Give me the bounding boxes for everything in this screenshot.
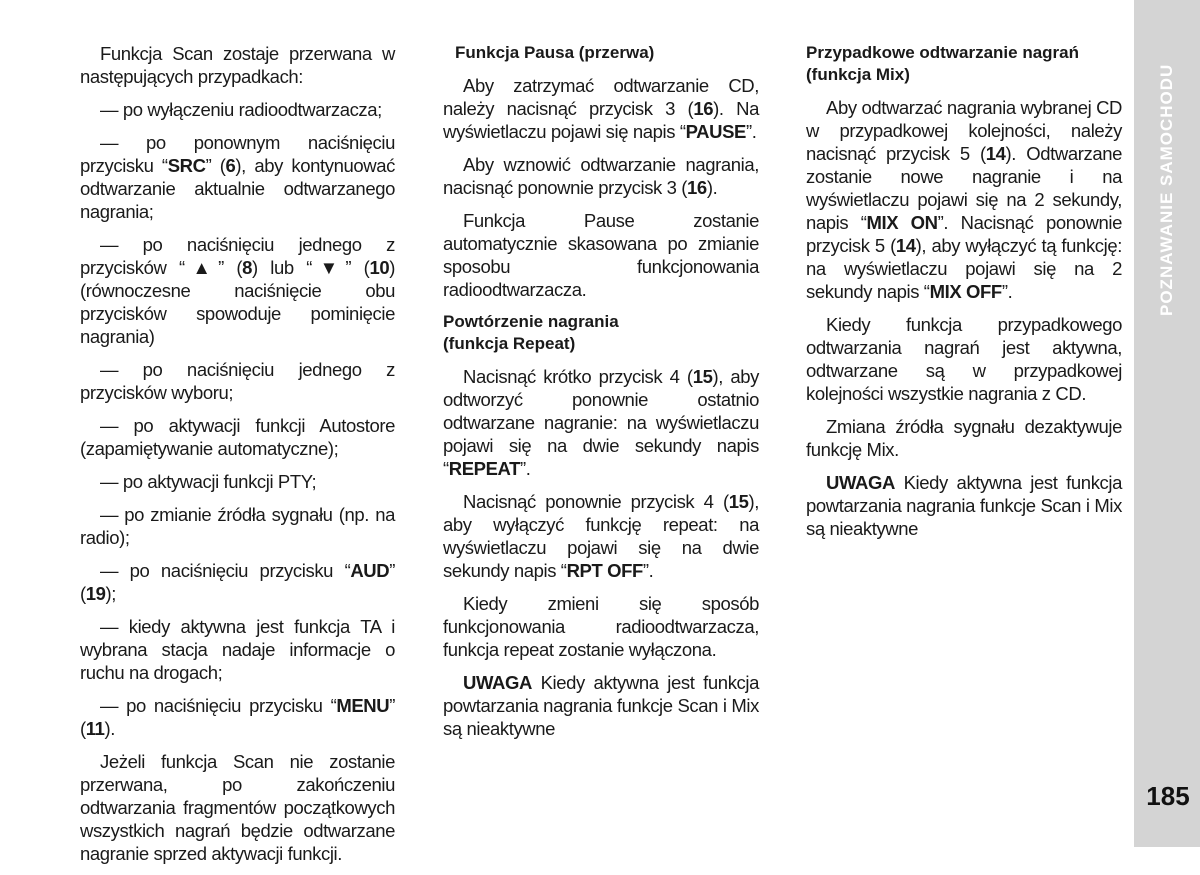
paragraph: Jeżeli funkcja Scan nie zostanie przerwana, po zakończeniu odtwarzania fragmentów początkowych wszystkich nagrań będzie odtwarzane nagranie sprzed aktywacji funkcji. [80, 751, 395, 864]
paragraph: Nacisnąć ponownie przycisk 4 (15), aby wyłączyć funkcję repeat: na wyświetlaczu pojawi się na dwie sekundy napis “RPT OFF”. [443, 491, 759, 581]
column-right [806, 42, 1122, 550]
section-heading: Przypadkowe odtwarzanie nagrań (funkcja Mix) [806, 43, 1080, 84]
list-item: — po aktywacji funkcji PTY; [100, 471, 317, 492]
list-item: — po naciśnięciu jednego z przycisków “▲” (8) lub “▼” (10) (równoczesne naciśnięcie obu przycisków spowoduje pominięcie nagrania) [80, 234, 395, 347]
warning-note: UWAGA Kiedy aktywna jest funkcja powtarzania nagrania funkcje Scan i Mix są nieaktywne [806, 472, 1122, 539]
paragraph: Aby wznowić odtwarzanie nagrania, nacisnąć ponownie przycisk 3 (16). [443, 154, 759, 198]
list-item: — po wyłączeniu radioodtwarzacza; [100, 99, 382, 120]
list-item: — po aktywacji funkcji Autostore (zapamiętywanie automatyczne); [80, 415, 395, 459]
paragraph: Kiedy funkcja przypadkowego odtwarzania nagrań jest aktywna, odtwarzane są w przypadkowej kolejności wszystkie nagrania z CD. [806, 314, 1122, 404]
paragraph: Funkcja Scan zostaje przerwana w następujących przypadkach: [80, 43, 395, 87]
warning-label: UWAGA [826, 472, 895, 493]
section-heading: Funkcja Pausa (przerwa) [455, 43, 655, 62]
warning-label: UWAGA [463, 672, 532, 693]
paragraph: Zmiana źródła sygnału dezaktywuje funkcję Mix. [806, 416, 1122, 460]
list-item: — po naciśnięciu jednego z przycisków wyboru; [80, 359, 395, 403]
paragraph: Aby odtwarzać nagrania wybranej CD w przypadkowej kolejności, należy nacisnąć przycisk 5 (14). Odtwarzane zostanie nowe nagranie i na wyświetlaczu pojawi się na 2 sekundy, napis “MIX ON”. Nacisnąć ponownie przycisk 5 (14), aby wyłączyć tą funkcję: na wyświetlaczu pojawi się na 2 sekundy napis “MIX OFF”. [806, 97, 1122, 302]
section-heading: Powtórzenie nagrania (funkcja Repeat) [443, 312, 619, 353]
paragraph: Nacisnąć krótko przycisk 4 (15), aby odtworzyć ponownie ostatnio odtwarzane nagranie: na wyświetlaczu pojawi się na dwie sekundy napis “REPEAT”. [443, 366, 759, 479]
column-left [80, 42, 395, 875]
section-title: POZNAWANIE SAMOCHODU [1157, 63, 1176, 317]
warning-note: UWAGA Kiedy aktywna jest funkcja powtarzania nagrania funkcje Scan i Mix są nieaktywne [443, 672, 759, 739]
list-item: — kiedy aktywna jest funkcja TA i wybrana stacja nadaje informacje o ruchu na drogach; [80, 616, 395, 683]
paragraph: Kiedy zmieni się sposób funkcjonowania radioodtwarzacza, funkcja repeat zostanie wyłączona. [443, 593, 759, 660]
paragraph: Funkcja Pause zostanie automatycznie skasowana po zmianie sposobu funkcjonowania radioodtwarzacza. [443, 210, 759, 300]
list-item: — po ponownym naciśnięciu przycisku “SRC” (6), aby kontynuować odtwarzanie aktualnie odtwarzanego nagrania; [80, 132, 395, 222]
list-item: — po naciśnięciu przycisku “MENU” (11). [80, 695, 395, 739]
column-middle [443, 42, 759, 750]
page-number: 185 [1146, 781, 1190, 811]
list-item: — po zmianie źródła sygnału (np. na radio); [80, 504, 395, 548]
list-item: — po naciśnięciu przycisku “AUD” (19); [80, 560, 395, 604]
paragraph: Aby zatrzymać odtwarzanie CD, należy nacisnąć przycisk 3 (16). Na wyświetlaczu pojawi się napis “PAUSE”. [443, 75, 759, 142]
